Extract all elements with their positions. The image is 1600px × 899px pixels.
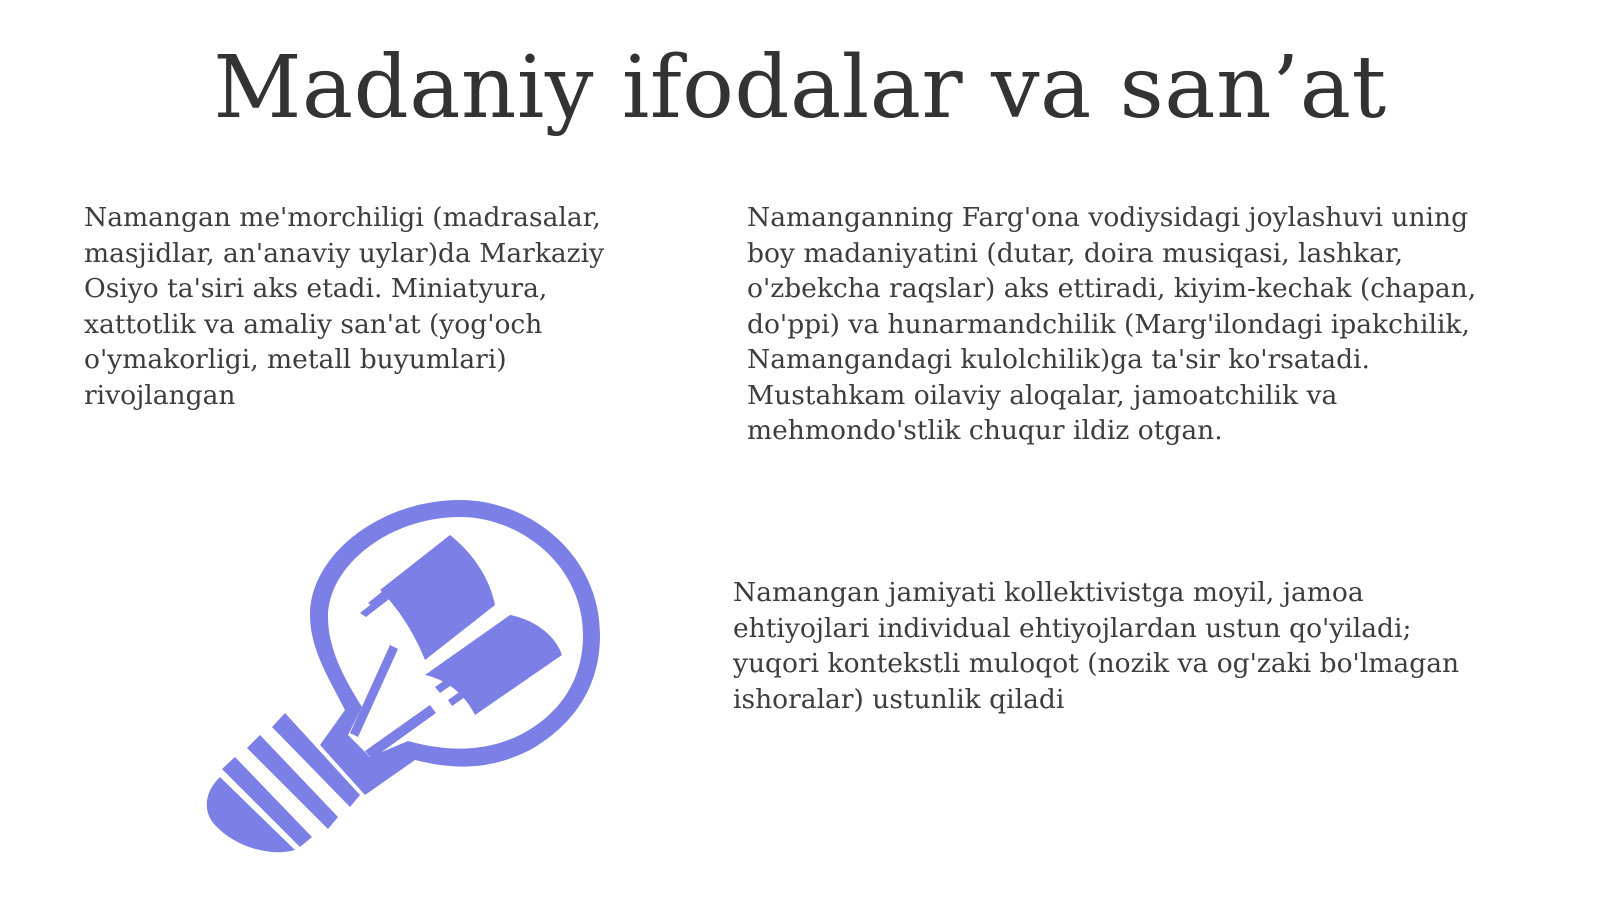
paragraph-architecture: Namangan me'morchiligi (madrasalar, masjidlar, an'anaviy uylar)da Markaziy Osiyo ta'siri aks etadi. Miniatyura, xattotlik va amaliy san'at (yog'och o'ymakorligi, metall buyumlari) rivojlangan xyxy=(84,202,605,411)
slide-title: Madaniy ifodalar va san’at xyxy=(213,38,1387,138)
lightbulb-with-book-icon xyxy=(190,495,630,855)
paragraph-collectivism: Namangan jamiyati kollektivistga moyil, jamoa ehtiyojlari individual ehtiyojlardan ustun qo'yiladi; yuqori kontekstli muloqot (nozik va og'zaki bo'lmagan ishoralar) ustunlik qiladi xyxy=(733,577,1460,715)
paragraph-fergana-culture: Namanganning Farg'ona vodiysidagi joylashuvi uning boy madaniyatini (dutar, doira musiqasi, lashkar, o'zbekcha raqslar) aks ettiradi, kiyim-kechak (chapan, do'ppi) va hunarmandchilik (Marg'ilondagi ipakchilik, Namangandagi kulolchilik)ga ta'sir ko'rsatadi. Mustahkam oilaviy aloqalar, jamoatchilik va mehmondo'stlik chuqur ildiz otgan. xyxy=(747,202,1477,446)
